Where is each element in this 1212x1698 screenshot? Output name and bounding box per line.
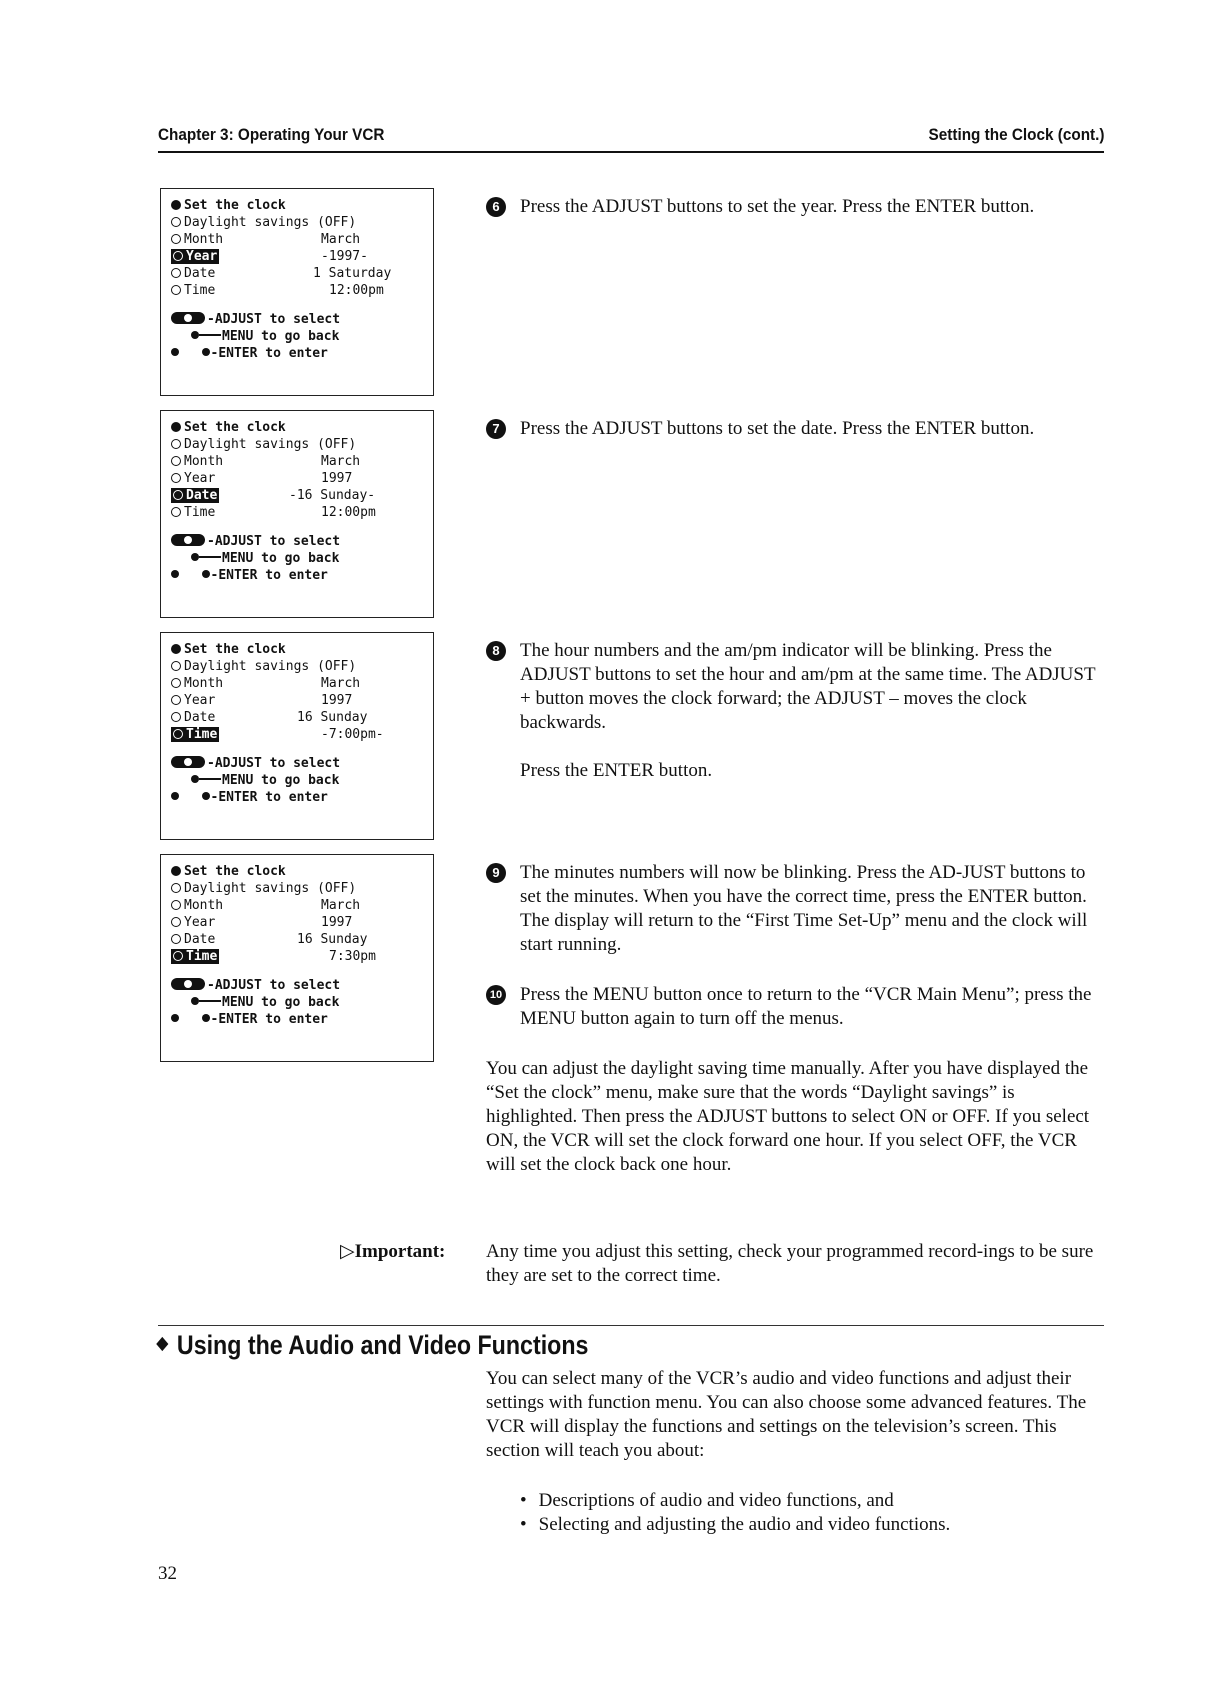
screen-title: Set the clock [171, 197, 433, 214]
clock-screen-year [160, 188, 434, 396]
screen-title: Set the clock [171, 863, 433, 880]
adjust-command: -ADJUST to select [171, 311, 433, 328]
filled-bullet-icon [171, 200, 181, 210]
button-dot-icon [191, 553, 199, 561]
header-left: Chapter 3: Operating Your VCR [158, 125, 385, 144]
clock-screen-date [160, 410, 434, 618]
bullet-icon [171, 883, 181, 893]
daylight-paragraph: You can adjust the daylight saving time manually. After you have displayed the “Set the clock” menu, make sure that the words “Daylight savings” is highlighted. Then press the ADJUST buttons to select ON or OFF. If you select ON, the VCR will set the clock forward one hour. If you select OFF, the VCR will set the clock back one hour. [486, 1058, 1090, 1175]
bullet-icon [171, 456, 181, 466]
feature-list [520, 1489, 950, 1537]
header-right: Setting the Clock (cont.) [928, 125, 1104, 144]
bullet-icon [171, 507, 181, 517]
enter-command: -ENTER to enter [171, 567, 433, 584]
step-10: 10 Press the MENU button once to return to the “VCR Main Menu”; press the MENU button again to turn off the menus. [486, 983, 1106, 1031]
adjust-button-icon [171, 312, 205, 324]
clock-screen-minutes [160, 854, 434, 1062]
menu-command: MENU to go back [171, 994, 433, 1011]
button-dot-icon [191, 331, 199, 339]
button-dot-icon [202, 792, 210, 800]
screen-row: Year 1997 [171, 914, 433, 931]
filled-bullet-icon [171, 422, 181, 432]
bullet-icon [171, 234, 181, 244]
button-dot-icon [202, 1014, 210, 1022]
bullet-icon [171, 217, 181, 227]
screen-row: Daylight savings (OFF) [171, 880, 433, 897]
screen-title: Set the clock [171, 419, 433, 436]
adjust-command: -ADJUST to select [171, 977, 433, 994]
button-dot-icon [171, 570, 179, 578]
screen-row: Time 12:00pm [171, 504, 433, 521]
screen-row: Daylight savings (OFF) [171, 214, 433, 231]
step-number-icon: 8 [486, 641, 506, 661]
bullet-icon [173, 251, 183, 261]
step-6: 6 Press the ADJUST buttons to set the year. Press the ENTER button. [486, 195, 1106, 219]
adjust-command: -ADJUST to select [171, 533, 433, 550]
screen-row: Date 1 Saturday [171, 265, 433, 282]
list-item: • Selecting and adjusting the audio and video functions. [520, 1513, 950, 1537]
step-7: 7 Press the ADJUST buttons to set the date. Press the ENTER button. [486, 417, 1106, 441]
bullet-icon [171, 712, 181, 722]
bullet-icon [171, 900, 181, 910]
bullet-icon [171, 678, 181, 688]
step-number-icon: 9 [486, 863, 506, 883]
important-text: Any time you adjust this setting, check your programmed record-ings to be sure they are set to the correct time. [486, 1241, 1094, 1286]
section-rule [158, 1325, 1104, 1326]
button-dot-icon [171, 1014, 179, 1022]
screen-row: Month March [171, 453, 433, 470]
bullet-icon [171, 695, 181, 705]
step-8-extra: Press the ENTER button. [520, 760, 713, 781]
screen-row-highlighted: Time 7:30pm [171, 948, 433, 965]
button-dot-icon [191, 775, 199, 783]
button-dot-icon [202, 348, 210, 356]
bullet-icon [173, 729, 183, 739]
enter-command: -ENTER to enter [171, 789, 433, 806]
screen-row: Daylight savings (OFF) [171, 658, 433, 675]
section-intro: You can select many of the VCR’s audio and video functions and adjust their settings with function menu. You can also choose some advanced features. The VCR will display the functions and settings on the television’s screen. This section will teach you about: [486, 1368, 1087, 1461]
bullet-icon [173, 490, 183, 500]
screen-row: Date 16 Sunday [171, 931, 433, 948]
step-number-icon: 10 [486, 985, 506, 1005]
enter-command: -ENTER to enter [171, 1011, 433, 1028]
screen-row-highlighted: Date -16 Sunday- [171, 487, 433, 504]
step-number-icon: 7 [486, 419, 506, 439]
important-label: ▷Important: [340, 1241, 446, 1262]
button-dot-icon [171, 348, 179, 356]
menu-command: MENU to go back [171, 772, 433, 789]
bullet-icon [173, 951, 183, 961]
button-dot-icon [202, 570, 210, 578]
screen-row-highlighted: Year -1997- [171, 248, 433, 265]
menu-command: MENU to go back [171, 328, 433, 345]
header-rule [158, 151, 1104, 153]
screen-title: Set the clock [171, 641, 433, 658]
screen-row: Time 12:00pm [171, 282, 433, 299]
step-number-icon: 6 [486, 197, 506, 217]
screen-row: Daylight savings (OFF) [171, 436, 433, 453]
screen-row: Date 16 Sunday [171, 709, 433, 726]
section-title: Using the Audio and Video Functions [158, 1330, 588, 1361]
screen-row-highlighted: Time -7:00pm- [171, 726, 433, 743]
button-dot-icon [191, 997, 199, 1005]
adjust-button-icon [171, 978, 205, 990]
bullet-icon [171, 473, 181, 483]
bullet-icon [171, 285, 181, 295]
adjust-command: -ADJUST to select [171, 755, 433, 772]
step-9: 9 The minutes numbers will now be blinking. Press the AD-JUST buttons to set the minutes. When you have the correct time, press the ENTER button. The display will return to the “First Time Set-Up” menu and the clock will start running. [486, 861, 1106, 957]
bullet-icon [171, 917, 181, 927]
enter-command: -ENTER to enter [171, 345, 433, 362]
page-number: 32 [158, 1563, 177, 1584]
bullet-icon [171, 268, 181, 278]
clock-screen-hour [160, 632, 434, 840]
menu-command: MENU to go back [171, 550, 433, 567]
button-dot-icon [171, 792, 179, 800]
adjust-button-icon [171, 534, 205, 546]
filled-bullet-icon [171, 644, 181, 654]
screen-row: Year 1997 [171, 692, 433, 709]
screen-row: Month March [171, 231, 433, 248]
bullet-icon [171, 439, 181, 449]
bullet-icon [171, 934, 181, 944]
screen-row: Month March [171, 675, 433, 692]
adjust-button-icon [171, 756, 205, 768]
diamond-icon [156, 1337, 168, 1351]
bullet-icon [171, 661, 181, 671]
list-item: • Descriptions of audio and video functions, and [520, 1489, 950, 1513]
step-8: 8 The hour numbers and the am/pm indicator will be blinking. Press the ADJUST buttons to set the hour and am/pm at the same time. The ADJUST + button moves the clock forward; the ADJUST – moves the clock backwards. Press the ENTER button. [486, 639, 1106, 783]
screen-row: Month March [171, 897, 433, 914]
screen-row: Year 1997 [171, 470, 433, 487]
filled-bullet-icon [171, 866, 181, 876]
